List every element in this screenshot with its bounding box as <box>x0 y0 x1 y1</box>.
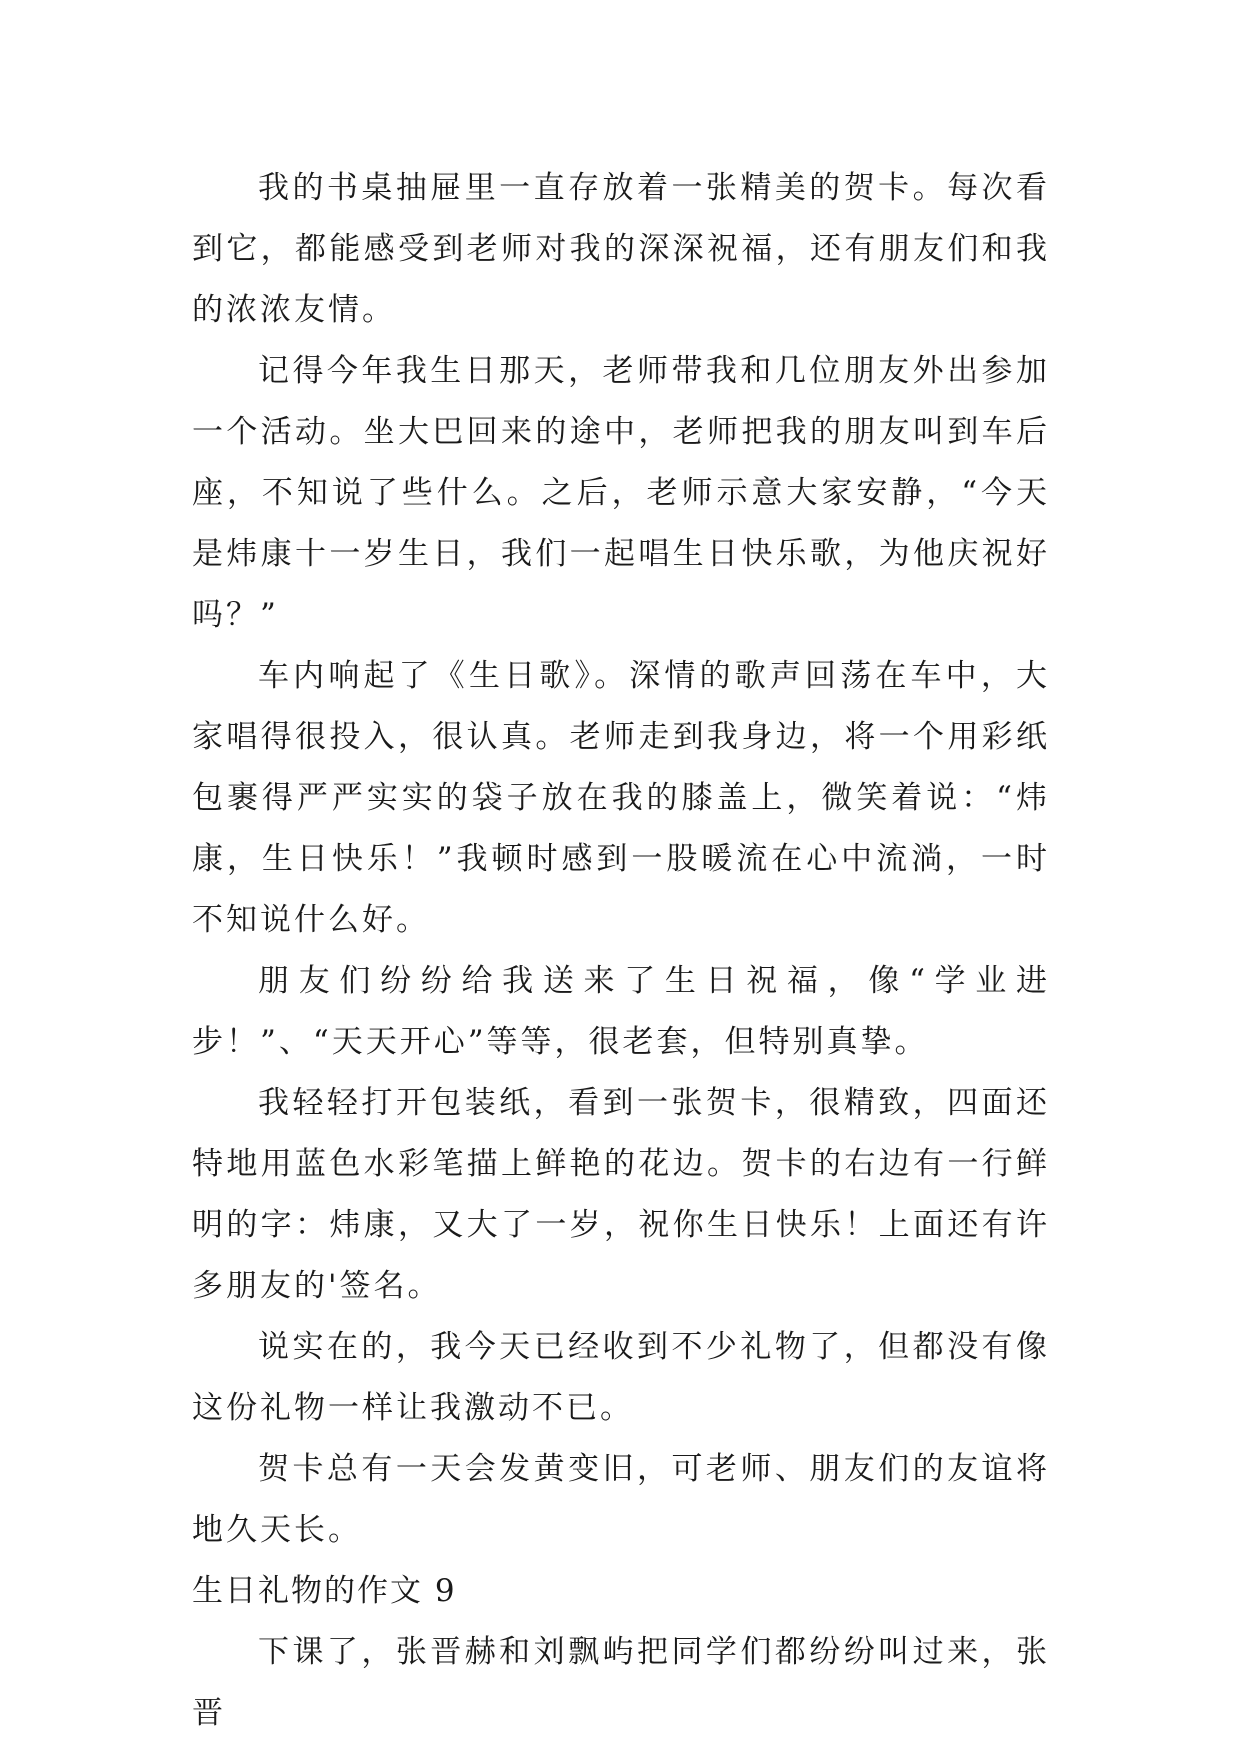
document-body <box>192 158 1050 1744</box>
paragraph-4: 朋友们纷纷给我送来了生日祝福，像“学业进步！”、“天天开心”等等，很老套，但特别真挚。 <box>192 963 1050 1060</box>
paragraph-5: 我轻轻打开包装纸，看到一张贺卡，很精致，四面还特地用蓝色水彩笔描上鲜艳的花边。贺卡的右边有一行鲜明的字：炜康，又大了一岁，祝你生日快乐！上面还有许多朋友的'签名。 <box>192 1085 1050 1304</box>
section-heading: 生日礼物的作文 9 <box>192 1573 457 1609</box>
paragraph-7: 贺卡总有一天会发黄变旧，可老师、朋友们的友谊将地久天长。 <box>192 1451 1050 1548</box>
paragraph-3: 车内响起了《生日歌》。深情的歌声回荡在车中，大家唱得很投入，很认真。老师走到我身边，将一个用彩纸包裹得严严实实的袋子放在我的膝盖上，微笑着说：“炜康，生日快乐！”我顿时感到一股暖流在心中流淌，一时不知说什么好。 <box>192 658 1050 938</box>
paragraph-6: 说实在的，我今天已经收到不少礼物了，但都没有像这份礼物一样让我激动不已。 <box>192 1329 1050 1426</box>
paragraph-2: 记得今年我生日那天，老师带我和几位朋友外出参加一个活动。坐大巴回来的途中，老师把我的朋友叫到车后座，不知说了些什么。之后，老师示意大家安静，“今天是炜康十一岁生日，我们一起唱生日快乐歌，为他庆祝好吗？” <box>192 353 1050 633</box>
paragraph-1: 我的书桌抽屉里一直存放着一张精美的贺卡。每次看到它，都能感受到老师对我的深深祝福，还有朋友们和我的浓浓友情。 <box>192 170 1050 328</box>
paragraph-8: 下课了，张晋赫和刘飘屿把同学们都纷纷叫过来，张晋 <box>192 1634 1050 1731</box>
